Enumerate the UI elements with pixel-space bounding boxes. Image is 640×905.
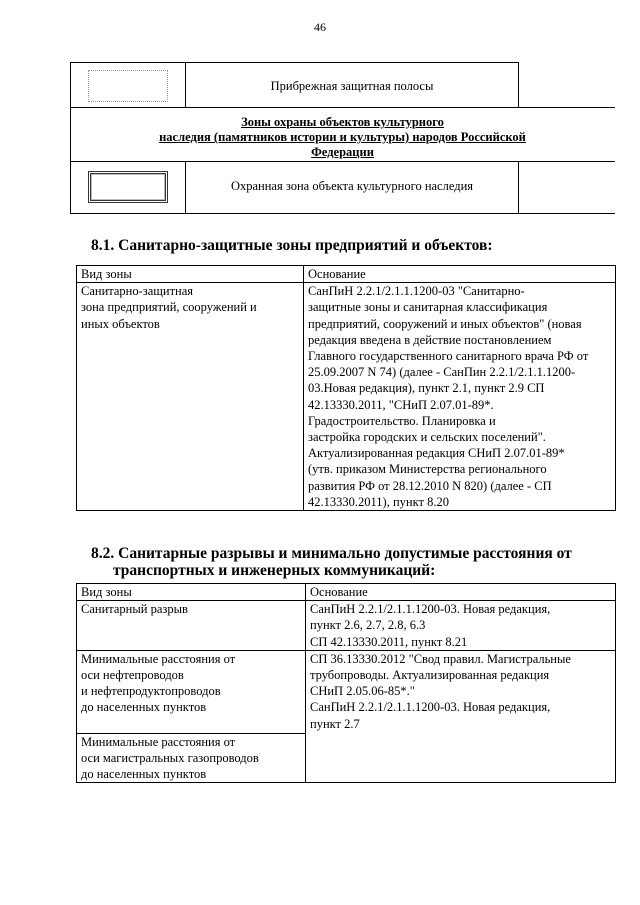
legend-table <box>70 62 615 214</box>
legend-label-coastal: Прибрежная защитная полосы <box>270 79 434 93</box>
basis-cell: СанПиН 2.2.1/2.1.1.1200-03. Новая редакция, пункт 2.6, 2.7, 2.8, 6.3 СП 42.13330.2011, пункт 8.21 <box>306 601 616 651</box>
table-row <box>77 650 616 733</box>
legend-label-heritage: Охранная зона объекта культурного наследия <box>230 179 474 193</box>
section-8-2-heading-line1: 8.2. Санитарные разрывы и минимально допустимые расстояния от <box>91 545 572 562</box>
legend-border-top <box>70 62 519 63</box>
section-8-2-heading-line2: транспортных и инженерных коммуникаций: <box>113 562 436 579</box>
legend-swatch-coastal <box>88 70 168 102</box>
table-row <box>77 601 616 651</box>
legend-border-bottom <box>70 213 615 214</box>
section-8-1-table <box>76 265 616 511</box>
legend-divider <box>518 62 519 107</box>
legend-divider <box>518 161 519 214</box>
table-header-row <box>77 266 616 283</box>
section-8-1-heading: 8.1. Санитарно-защитные зоны предприятий и объектов: <box>91 237 493 254</box>
table-header-row <box>77 584 616 601</box>
zone-cell: Санитарно-защитная зона предприятий, сооружений и иных объектов <box>77 283 304 511</box>
basis-cell: СанПиН 2.2.1/2.1.1.1200-03 "Санитарно- защитные зоны и санитарная классификация предприятий, сооружений и иных объектов" (новая редакция введена в действие постановлением Главного государственного санитарного врача РФ от 25.09.2007 N 74) (далее - СанПин 2.2.1/2.1.1.1200- 03.Новая редакция), пункт 2.1, пункт 2.9 СП 42.13330.2011, "СНиП 2.07.01-89*. Градостроительство. Планировка и застройка городских и сельских поселений". Актуализированная редакция СНиП 2.07.01-89* (утв. приказом Министерства регионального развития РФ от 28.12.2010 N 820) (далее - СП 42.13330.2011), пункт 8.20 <box>304 283 616 511</box>
page-number: 46 <box>314 20 326 34</box>
basis-cell: СП 36.13330.2012 "Свод правил. Магистральные трубопроводы. Актуализированная редакция СНиП 2.05.06-85*." СанПиН 2.2.1/2.1.1.1200-03. Новая редакция, пункт 2.7 <box>306 650 616 783</box>
column-header-basis: Основание <box>306 584 616 601</box>
table-row <box>77 283 616 511</box>
zone-cell: Минимальные расстояния от оси магистральных газопроводов до населенных пунктов <box>77 733 306 783</box>
section-8-2-table <box>76 583 616 783</box>
legend-divider <box>70 161 615 162</box>
legend-section-heading: Зоны охраны объектов культурного наследия (памятников истории и культуры) народов Российской Федерации <box>159 115 526 159</box>
zone-cell: Минимальные расстояния от оси нефтепроводов и нефтепродуктопроводов до населенных пунктов <box>77 650 306 733</box>
legend-swatch-heritage <box>88 171 168 203</box>
zone-cell: Санитарный разрыв <box>77 601 306 651</box>
legend-divider <box>70 107 615 108</box>
column-header-zone: Вид зоны <box>77 266 304 283</box>
column-header-basis: Основание <box>304 266 616 283</box>
column-header-zone: Вид зоны <box>77 584 306 601</box>
